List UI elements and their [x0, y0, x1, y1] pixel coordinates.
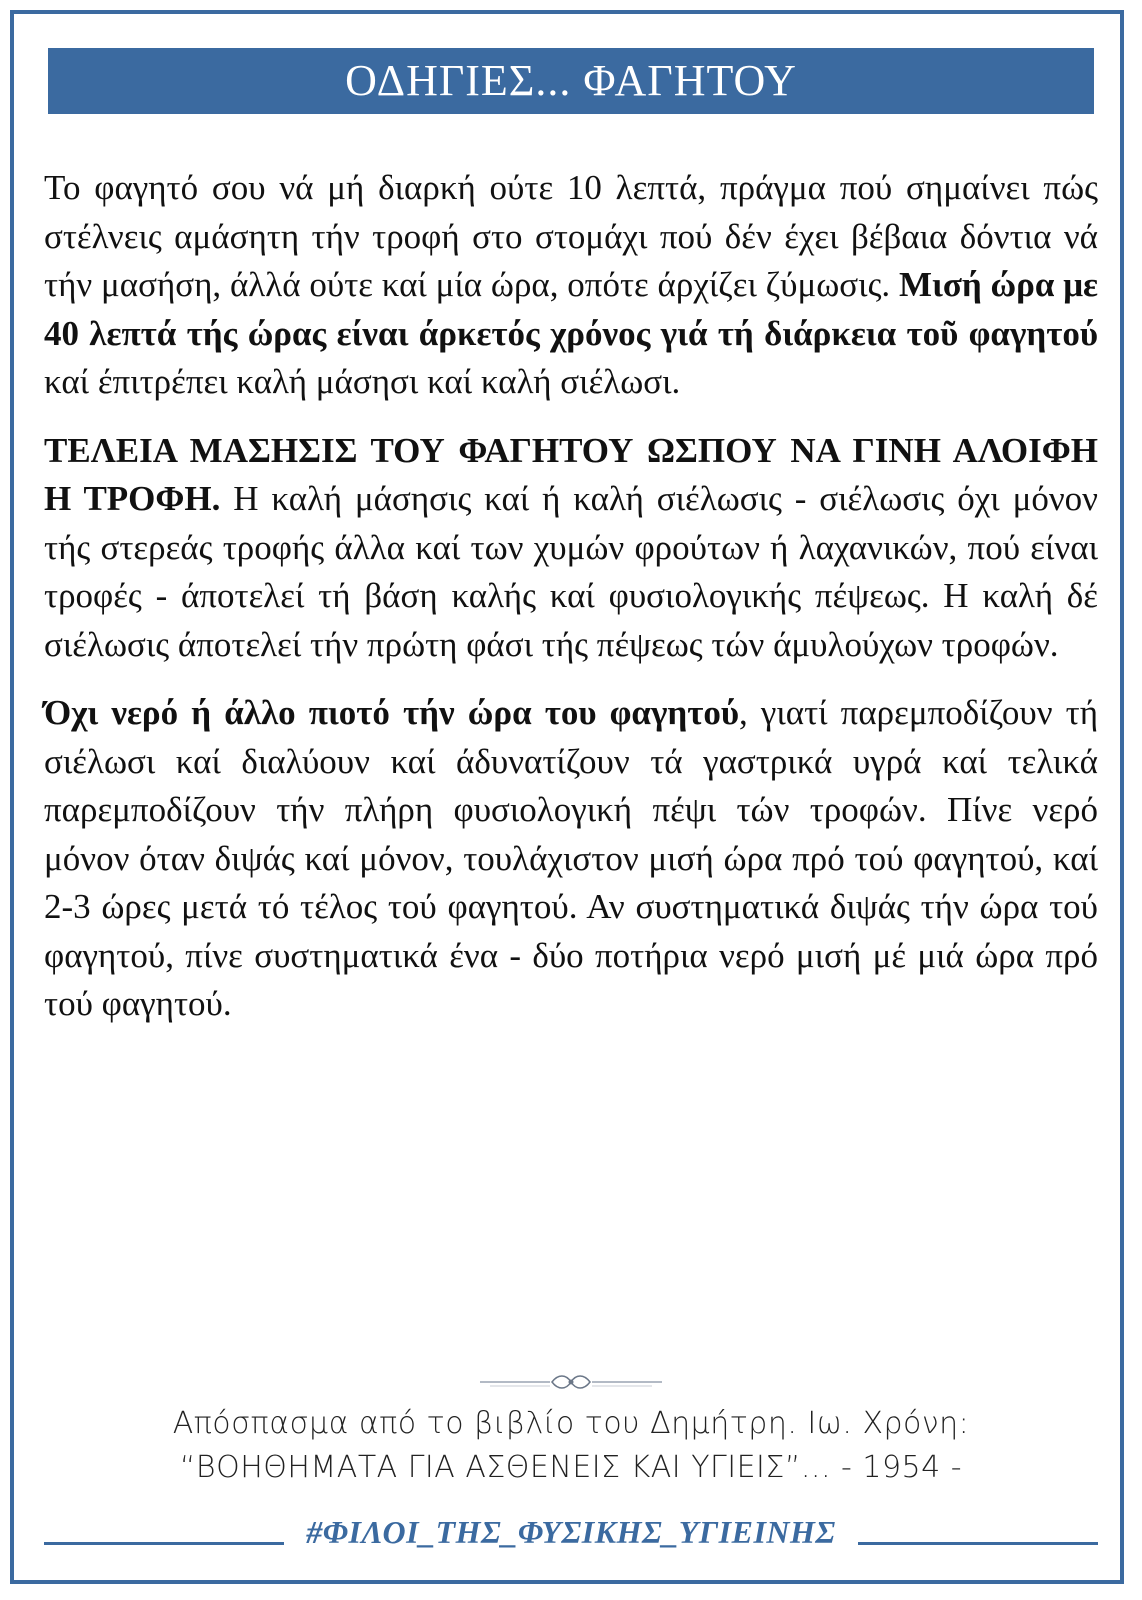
- paragraph-chewing: [44, 427, 1098, 670]
- footer-rule: [858, 1542, 1098, 1545]
- paragraph-text: Το φαγητό σου νά μή διαρκή ούτε 10 λεπτά, πράγμα πού σημαίνει πώς στέλνεις αμάσητη τήν τροφή στο στομάχι πού δέν έχει βέβαια δόντια νά τήν μασήση, άλλά ούτε καί μία ώρα, οπότε άρχίζει ζύμωσις.: [44, 168, 1098, 304]
- paragraph-emphasis: Όχι νερό ή άλλο πιοτό τήν ώρα του φαγητού: [44, 693, 740, 732]
- paragraph-text: Η καλή μάσησις καί ή καλή σιέλωσις - σιέλωσις όχι μόνον τής στερεάς τροφής άλλα καί των χυμών φρούτων ή λαχανικών, πού είναι τροφές - άποτελεί τή βάση καλής καί φυσιολογικής πέψεως. Η καλή δέ σιέλωσις άποτελεί τήν πρώτη φάσι τής πέψεως τών άμυλούχων τροφών.: [44, 479, 1098, 664]
- paragraph-emphasis: ΤΕΛΕΙΑ ΜΑΣΗΣΙΣ ΤΟΥ ΦΑΓΗΤΟΥ ΩΣΠΟΥ ΝΑ ΓΙΝΗ ΑΛΟΙΦΗ Η ΤΡΟΦΗ.: [44, 430, 1098, 518]
- attribution-line: “ΒΟΗΘΗΜΑΤΑ ΓΙΑ ΑΣΘΕΝΕΙΣ ΚΑΙ ΥΓΙΕΙΣ”... - 1954 -: [179, 1450, 963, 1485]
- footer: [44, 1512, 1098, 1556]
- paragraph-meal-duration: [44, 164, 1098, 407]
- divider-ornament-icon: [480, 1370, 662, 1394]
- article-body: [44, 164, 1098, 1049]
- page-title: ΟΔΗΓΙΕΣ... ΦΑΓΗΤΟΥ: [48, 48, 1094, 114]
- paragraph-emphasis: Μισή ώρα με 40 λεπτά τής ώρας είναι άρκετός χρόνος γιά τή διάρκεια τοῦ φαγητού: [44, 265, 1098, 353]
- footer-rule: [44, 1542, 284, 1545]
- paragraph-text: καί έπιτρέπει καλή μάσησι καί καλή σιέλωσι.: [44, 362, 681, 401]
- footer-hashtag: #ΦΙΛΟΙ_ΤΗΣ_ΦΥΣΙΚΗΣ_ΥΓΙΕΙΝΗΣ: [306, 1514, 836, 1550]
- paragraph-text: , γιατί παρεμποδίζουν τή σιέλωσι καί διαλύουν καί άδυνατίζουν τά γαστρικά υγρά καί τελικά παρεμποδίζουν τήν πλήρη φυσιολογική πέψι τών τροφών. Πίνε νερό μόνον όταν διψάς καί μόνον, τουλάχιστον μισή ώρα πρό τού φαγητού, καί 2-3 ώρες μετά τό τέλος τού φαγητού. Αν συστηματικά διψάς τήν ώρα τού φαγητού, πίνε συστηματικά ένα - δύο ποτήρια νερό μισή μέ μιά ώρα πρό τού φαγητού.: [44, 693, 1099, 1023]
- paragraph-water: [44, 689, 1098, 1029]
- source-attribution: [44, 1402, 1098, 1490]
- attribution-line: Απόσπασμα από το βιβλίο του Δημήτρη. Ιω. Χρόνη:: [172, 1406, 970, 1441]
